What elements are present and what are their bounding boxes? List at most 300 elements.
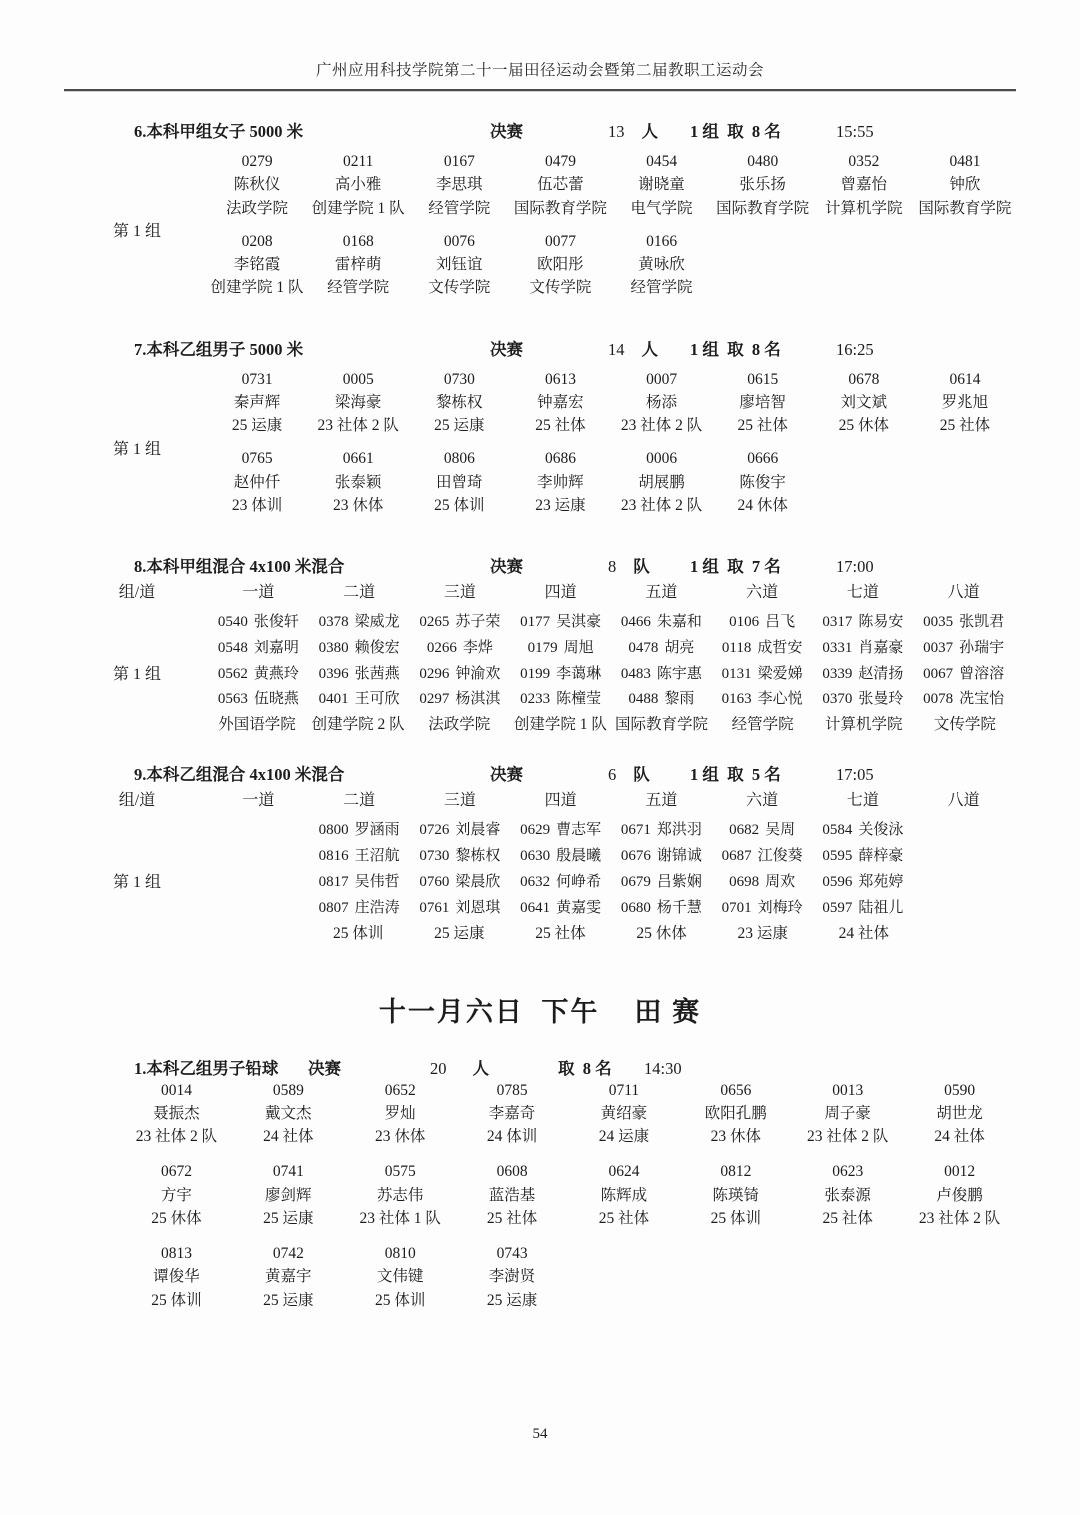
athlete-number: 0265 (419, 614, 450, 630)
athlete-team: 24 休体 (737, 496, 788, 514)
athlete-name: 黄嘉雯 (556, 899, 602, 916)
document-header-title: 广州应用科技学院第二十一届田径运动会暨第二届教职工运动会 (315, 62, 764, 79)
athlete-entry (714, 447, 812, 517)
athlete-name: 薛梓豪 (858, 848, 904, 865)
athlete-number: 0761 (419, 899, 450, 916)
athlete-number: 0167 (443, 153, 475, 170)
relay-member (913, 870, 1014, 896)
entries-row (122, 1242, 1014, 1312)
relay-member (611, 687, 712, 713)
athlete-entry (613, 447, 711, 517)
lane-header: 三道 (443, 584, 476, 601)
athlete-team: 24 社体 (934, 1128, 985, 1146)
athlete-team: 25 社体 (939, 417, 991, 434)
event-count-value: 6 (608, 765, 617, 785)
athlete-team: 23 休体 (710, 1128, 761, 1146)
relay-team-row (208, 715, 1014, 735)
relay-member (510, 870, 611, 896)
athlete-name: 曾溶溶 (959, 665, 1005, 682)
athlete-team: 23 社体 2 队 (620, 496, 703, 514)
athlete-team: 创建学院 1 队 (210, 279, 304, 297)
relay-member (712, 818, 813, 844)
athlete-entry (346, 1079, 455, 1149)
relay-member (309, 636, 410, 662)
athlete-team: 23 社体 2 队 (135, 1128, 218, 1146)
relay-member-row (208, 818, 1014, 844)
athlete-number: 0035 (923, 614, 954, 630)
athlete-name: 钟渝欢 (455, 665, 501, 682)
athlete-name: 张茜燕 (354, 665, 400, 682)
lane-header: 二道 (343, 792, 376, 810)
group-label: 第 1 组 (112, 223, 161, 241)
relay-member-row (208, 870, 1014, 896)
athlete-number: 0701 (721, 899, 752, 916)
athlete-number: 0810 (384, 1245, 416, 1263)
athlete-number: 0012 (944, 1163, 976, 1181)
athlete-name: 李思琪 (436, 176, 483, 194)
relay-member (712, 870, 813, 896)
athlete-number: 0817 (318, 873, 349, 890)
relay-member (510, 636, 611, 662)
athlete-number: 0211 (342, 153, 374, 170)
relay-member (510, 610, 611, 636)
section-title: 十一月六日 下午 田 赛 (378, 996, 702, 1027)
athlete-number: 0671 (620, 822, 651, 839)
relay-team: 外国语学院 (218, 716, 296, 734)
athlete-number: 0266 (426, 639, 457, 656)
event-time: 14:30 (644, 1058, 682, 1078)
athlete-name: 陈俊宇 (739, 473, 786, 491)
relay-member (712, 610, 813, 636)
athlete-name: 杨千慧 (656, 899, 702, 916)
athlete-name: 田曾琦 (436, 473, 483, 491)
relay-member (309, 844, 410, 870)
page-content (0, 118, 1080, 1312)
event-count (608, 336, 690, 360)
athlete-name: 王沼航 (354, 848, 400, 865)
event-count (608, 553, 690, 577)
relay-team: 国际教育学院 (615, 716, 709, 734)
event-6-rows (208, 150, 1014, 310)
relay-team: 文传学院 (933, 716, 996, 734)
relay-member (410, 662, 511, 688)
athlete-number: 0742 (272, 1245, 304, 1263)
athlete-name: 李嘉奇 (488, 1104, 536, 1122)
athlete-name: 方宇 (160, 1186, 192, 1204)
athlete-number: 0006 (646, 450, 678, 468)
athlete-number: 0037 (923, 639, 954, 656)
relay-member (208, 687, 309, 713)
athlete-entry (208, 447, 306, 517)
athlete-team: 25 休体 (151, 1209, 202, 1227)
entries-row (208, 230, 1014, 300)
athlete-name: 孙瑞宇 (959, 639, 1005, 656)
athlete-team: 25 运康 (434, 417, 485, 434)
athlete-team: 电气学院 (630, 199, 693, 217)
event-6-block (66, 118, 1014, 310)
relay-member-row (208, 662, 1014, 688)
athlete-team: 23 休体 (374, 1128, 426, 1146)
athlete-name: 曾嘉怡 (840, 176, 888, 194)
athlete-number: 0596 (822, 873, 853, 890)
relay-member (611, 818, 712, 844)
athlete-entry (410, 447, 508, 517)
athlete-number: 0296 (419, 665, 450, 682)
athlete-name: 卢俊鹏 (936, 1186, 983, 1204)
athlete-number: 0078 (923, 691, 954, 708)
relay-team: 经管学院 (731, 716, 794, 734)
athlete-number: 0396 (318, 665, 349, 682)
relay-member (913, 636, 1014, 662)
lane-header: 一道 (242, 584, 275, 601)
relay-member (309, 896, 410, 922)
relay-member (913, 662, 1014, 688)
athlete-number: 0785 (496, 1081, 528, 1099)
lane-header: 四道 (544, 584, 577, 601)
event-time: 17:00 (836, 557, 874, 576)
athlete-name: 梁威龙 (354, 614, 400, 630)
event-count-value: 8 (608, 557, 617, 576)
athlete-name: 胡世龙 (936, 1104, 983, 1122)
relay-member (611, 636, 712, 662)
athlete-team: 25 体训 (374, 1291, 426, 1309)
athlete-entry (309, 447, 407, 517)
event-count-unit: 队 (633, 557, 650, 576)
event-7-header (66, 336, 1014, 360)
athlete-name: 苏志伟 (376, 1186, 424, 1204)
athlete-name: 刘晨睿 (455, 822, 501, 839)
athlete-name: 吴淇豪 (556, 614, 602, 630)
athlete-team: 国际教育学院 (716, 199, 810, 217)
athlete-number: 0563 (217, 691, 248, 708)
relay-member (813, 662, 914, 688)
athlete-number: 0481 (949, 153, 981, 170)
athlete-name: 冼宝怡 (959, 691, 1005, 708)
event-8-block (66, 553, 1014, 735)
relay-member (813, 870, 914, 896)
athlete-team: 经管学院 (327, 279, 390, 297)
lane-header: 五道 (645, 584, 678, 601)
athlete-entry (458, 1079, 567, 1149)
relay-member-row (208, 636, 1014, 662)
athlete-number: 0743 (496, 1245, 528, 1263)
athlete-team: 25 休体 (838, 417, 889, 434)
athlete-name: 伍晓燕 (253, 691, 299, 708)
relay-member (208, 896, 309, 922)
athlete-number: 0629 (520, 822, 551, 839)
event-7-block (66, 336, 1014, 528)
athlete-name: 陈辉成 (600, 1186, 648, 1204)
athlete-name: 黎栋权 (436, 393, 483, 411)
athlete-entry (793, 1160, 902, 1230)
athlete-name: 关俊泳 (858, 822, 904, 839)
relay-team: 创建学院 2 队 (311, 716, 405, 734)
event-take: 1 组 取 8 名 (690, 339, 781, 359)
relay-member (913, 896, 1014, 922)
athlete-name: 李蔼琳 (556, 665, 602, 682)
athlete-team: 24 运康 (598, 1128, 650, 1146)
athlete-name: 赖俊宏 (354, 639, 400, 656)
lane-header: 二道 (343, 584, 376, 601)
athlete-number: 0686 (544, 450, 576, 468)
event-take: 1 组 取 7 名 (690, 557, 781, 576)
relay-member (712, 896, 813, 922)
athlete-name: 陈宇惠 (656, 665, 702, 682)
athlete-entry (570, 1160, 679, 1230)
relay-member (611, 844, 712, 870)
athlete-number: 0166 (646, 232, 678, 250)
relay-member (813, 844, 914, 870)
athlete-entry (234, 1160, 343, 1230)
athlete-entry (208, 230, 306, 300)
athlete-entry (681, 1160, 790, 1230)
athlete-team: 24 体训 (486, 1128, 538, 1146)
athlete-number: 0678 (848, 370, 880, 388)
event-count-value: 20 (430, 1058, 447, 1078)
lane-header-row (66, 787, 1014, 810)
athlete-name: 罗灿 (384, 1104, 416, 1122)
event-count-value: 14 (608, 339, 625, 359)
athlete-name: 梁爱娣 (757, 665, 803, 682)
lane-header: 六道 (746, 584, 779, 601)
relay-member (208, 870, 309, 896)
relay-member (611, 662, 712, 688)
athlete-name: 张曼玲 (858, 691, 904, 708)
athlete-name: 吴周 (765, 822, 796, 839)
relay-member (813, 636, 914, 662)
athlete-team: 25 社体 (598, 1209, 650, 1227)
athlete-name: 王可欣 (354, 691, 400, 708)
lane-names (208, 579, 1014, 602)
event-count-unit: 队 (633, 765, 650, 785)
relay-member (410, 844, 511, 870)
athlete-number: 0279 (241, 153, 273, 170)
athlete-number: 0731 (241, 370, 273, 388)
athlete-name: 黄咏欣 (638, 256, 685, 273)
athlete-number: 0807 (318, 899, 349, 916)
athlete-number: 0632 (520, 873, 551, 890)
relay-team-row (208, 924, 1014, 944)
athlete-name: 何峥希 (556, 873, 602, 890)
relay-member (913, 818, 1014, 844)
athlete-number: 0765 (241, 450, 273, 468)
athlete-name: 张泰源 (824, 1186, 871, 1204)
entries-row (122, 1079, 1014, 1149)
athlete-entry (815, 150, 913, 220)
athlete-name: 蓝浩基 (488, 1186, 536, 1204)
relay-member (410, 818, 511, 844)
entries-row (122, 1160, 1014, 1230)
relay-member (208, 610, 309, 636)
header-rule (64, 89, 1016, 92)
athlete-name: 欧阳孔鹏 (704, 1104, 767, 1122)
relay-team (208, 924, 306, 944)
relay-member (913, 844, 1014, 870)
athlete-entry (122, 1242, 231, 1312)
event-7-body (66, 368, 1014, 528)
lane-header: 四道 (544, 792, 577, 810)
athlete-name: 李心悦 (757, 691, 803, 708)
athlete-entry (208, 368, 306, 438)
athlete-team: 25 运康 (486, 1291, 538, 1309)
athlete-entry (511, 150, 609, 220)
athlete-number: 0118 (721, 639, 752, 656)
relay-member (510, 818, 611, 844)
athlete-team: 23 社体 2 队 (317, 417, 399, 434)
athlete-name: 伍芯蕾 (537, 176, 584, 194)
athlete-name: 李帅辉 (537, 473, 584, 491)
lane-header-label: 组/道 (118, 584, 156, 601)
athlete-number: 0179 (527, 639, 558, 656)
athlete-name: 黄嘉宇 (265, 1268, 312, 1286)
athlete-number: 0666 (747, 450, 779, 468)
athlete-team: 文传学院 (428, 279, 491, 297)
athlete-team: 23 休体 (332, 496, 384, 514)
event-title: 6.本科甲组女子 5000 米 (134, 122, 304, 141)
athlete-entry (905, 1079, 1014, 1149)
relay-member (410, 687, 511, 713)
entries-row (208, 150, 1014, 220)
relay-team: 24 社体 (838, 924, 889, 942)
event-time: 16:25 (836, 339, 874, 359)
athlete-team: 25 社体 (737, 417, 788, 434)
athlete-number: 0380 (318, 639, 349, 656)
athlete-name: 张泰颖 (334, 473, 382, 491)
lane-names (208, 787, 1014, 810)
athlete-entry (511, 368, 609, 438)
athlete-name: 肖嘉豪 (858, 639, 904, 656)
athlete-team: 25 运康 (263, 1291, 314, 1309)
relay-team: 25 体训 (332, 924, 384, 942)
athlete-team: 25 社体 (486, 1209, 538, 1227)
athlete-entry (208, 150, 306, 220)
event-count-unit: 人 (641, 339, 658, 359)
athlete-name: 李烨 (462, 639, 493, 656)
athlete-number: 0378 (318, 614, 349, 630)
event-8-header (66, 553, 1014, 577)
athlete-name: 廖剑辉 (265, 1186, 312, 1204)
athlete-number: 0548 (217, 639, 248, 656)
athlete-entry (613, 230, 711, 300)
relay-member (611, 870, 712, 896)
relay-member (813, 896, 914, 922)
event-count (608, 761, 690, 785)
athlete-entry (613, 368, 711, 438)
event-6-header (66, 118, 1014, 142)
relay-member (813, 818, 914, 844)
relay-member (611, 896, 712, 922)
athlete-name: 刘梅玲 (757, 899, 803, 916)
athlete-number: 0687 (721, 848, 752, 865)
relay-member-row (208, 844, 1014, 870)
athlete-team: 25 体训 (710, 1209, 761, 1227)
relay-team: 25 社体 (535, 924, 586, 942)
athlete-number: 0589 (272, 1081, 304, 1099)
lane-header-label: 组/道 (118, 792, 156, 810)
relay-team: 25 运康 (434, 924, 485, 942)
athlete-name: 雷梓萌 (334, 256, 382, 273)
field-event-1-block (66, 1055, 1014, 1312)
athlete-number: 0483 (620, 665, 651, 682)
relay-member (510, 662, 611, 688)
athlete-number: 0480 (747, 153, 779, 170)
lane-header: 五道 (645, 792, 678, 810)
athlete-name: 刘恩琪 (455, 899, 501, 916)
page-number: 54 (532, 1426, 548, 1442)
athlete-number: 0656 (720, 1081, 752, 1099)
relay-member-row (208, 687, 1014, 713)
field-event-1-rows (66, 1079, 1014, 1312)
athlete-team: 23 运康 (535, 496, 586, 514)
athlete-number: 0454 (646, 153, 678, 170)
event-round: 决赛 (308, 1058, 341, 1078)
athlete-number: 0131 (721, 665, 752, 682)
athlete-team: 25 社体 (535, 417, 586, 434)
event-9-block (66, 761, 1014, 943)
relay-member (309, 687, 410, 713)
athlete-entry (815, 368, 913, 438)
athlete-number: 0317 (822, 614, 853, 630)
athlete-number: 0652 (384, 1081, 416, 1099)
athlete-name: 李澍贤 (488, 1268, 536, 1286)
relay-member (208, 636, 309, 662)
athlete-name: 江俊葵 (757, 848, 803, 865)
athlete-number: 0077 (544, 232, 576, 250)
relay-member (309, 610, 410, 636)
relay-member (712, 844, 813, 870)
athlete-entry (410, 150, 508, 220)
athlete-number: 0672 (160, 1163, 192, 1181)
athlete-team: 23 社体 1 队 (359, 1209, 441, 1227)
relay-member-row (208, 610, 1014, 636)
athlete-name: 刘钰谊 (436, 256, 483, 273)
athlete-number: 0562 (217, 665, 248, 682)
athlete-name: 吕紫娴 (656, 873, 702, 890)
event-9-rows (208, 818, 1014, 943)
athlete-name: 刘文斌 (840, 393, 888, 411)
athlete-number: 0488 (628, 691, 659, 708)
athlete-entry (714, 368, 812, 438)
entries-row (208, 368, 1014, 438)
athlete-name: 李铭霞 (233, 256, 281, 273)
athlete-number: 0076 (443, 232, 475, 250)
athlete-number: 0624 (608, 1163, 640, 1181)
athlete-number: 0401 (318, 691, 349, 708)
athlete-number: 0595 (822, 848, 853, 865)
athlete-team: 国际教育学院 (918, 199, 1012, 217)
athlete-number: 0816 (318, 848, 349, 865)
athlete-team: 文传学院 (529, 279, 592, 297)
relay-member (712, 662, 813, 688)
event-count-unit: 人 (641, 122, 658, 141)
relay-member (712, 687, 813, 713)
athlete-name: 张凯君 (959, 614, 1005, 630)
lane-header: 六道 (746, 792, 779, 810)
athlete-entry (613, 150, 711, 220)
athlete-entry (410, 368, 508, 438)
athlete-number: 0613 (544, 370, 576, 388)
athlete-name: 黎雨 (664, 691, 695, 708)
athlete-number: 0698 (729, 873, 760, 890)
event-title: 1.本科乙组男子铅球 (134, 1058, 279, 1078)
athlete-entry (570, 1079, 679, 1149)
event-6-body (66, 150, 1014, 310)
athlete-number: 0813 (160, 1245, 192, 1263)
athlete-team: 经管学院 (630, 279, 693, 297)
relay-member (309, 662, 410, 688)
event-8-body (66, 610, 1014, 735)
athlete-entry (905, 1160, 1014, 1230)
